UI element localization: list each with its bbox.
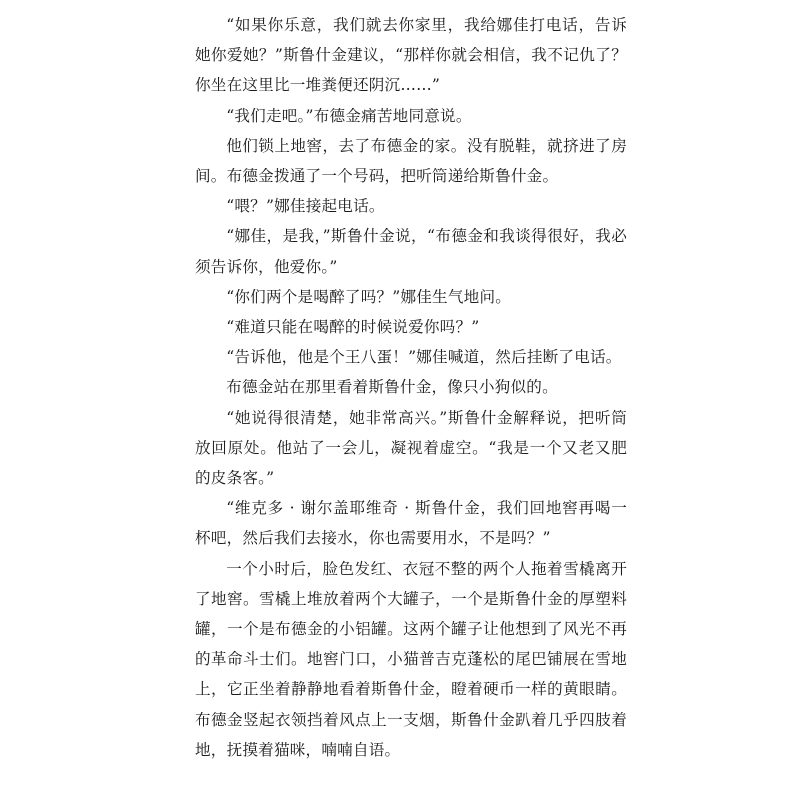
paragraph-2: “我们走吧。”布德金痛苦地同意说。 (226, 106, 472, 125)
paragraph-3: 他们锁上地窖，去了布德金的家。没有脱鞋，就挤进了房间。布德金拨通了一个号码，把听筒递给斯鲁什金。 (195, 136, 627, 186)
paragraph-5: “娜佳，是我，”斯鲁什金说，“布德金和我谈得很好，我必须告诉你，他爱你。” (195, 227, 627, 276)
body-text (195, 10, 627, 765)
paragraph-6: “你们两个是喝醉了吗？”娜佳生气地问。 (226, 287, 512, 306)
paragraph-12: 一个小时后，脸色发红、衣冠不整的两个人拖着雪橇离开了地窖。雪橇上堆放着两个大罐子，一个是斯鲁什金的厚塑料罐，一个是布德金的小铝罐。这两个罐子让他想到了风光不再的革命斗士们。地窖门口，小猫普吉克蓬松的尾巴铺展在雪地上，它正坐着静静地看着斯鲁什金，瞪着硬币一样的黄眼睛。布德金竖起衣领挡着风点上一支烟，斯鲁什金趴着几乎四肢着地，抚摸着猫咪，喃喃自语。 (195, 559, 627, 759)
paragraph-11: “维克多 · 谢尔盖耶维奇 · 斯鲁什金，我们回地窖再喝一杯吧，然后我们去接水，你也需要用水，不是吗？” (195, 499, 627, 548)
paragraph-8: “告诉他，他是个王八蛋！”娜佳喊道，然后挂断了电话。 (226, 348, 622, 367)
paragraph-1: “如果你乐意，我们就去你家里，我给娜佳打电话，告诉她你爱她？”斯鲁什金建议，“那样你就会相信，我不记仇了？你坐在这里比一堆粪便还阴沉……” (195, 16, 627, 95)
paragraph-10: “她说得很清楚，她非常高兴。”斯鲁什金解释说，把听筒放回原处。他站了一会儿，凝视着虚空。“我是一个又老又肥的皮条客。” (195, 408, 627, 488)
paragraph-7: “难道只能在喝醉的时候说爱你吗？” (226, 318, 480, 337)
paragraph-4: “喂？”娜佳接起电话。 (226, 197, 385, 216)
paragraph-9: 布德金站在那里看着斯鲁什金，像只小狗似的。 (226, 378, 558, 397)
